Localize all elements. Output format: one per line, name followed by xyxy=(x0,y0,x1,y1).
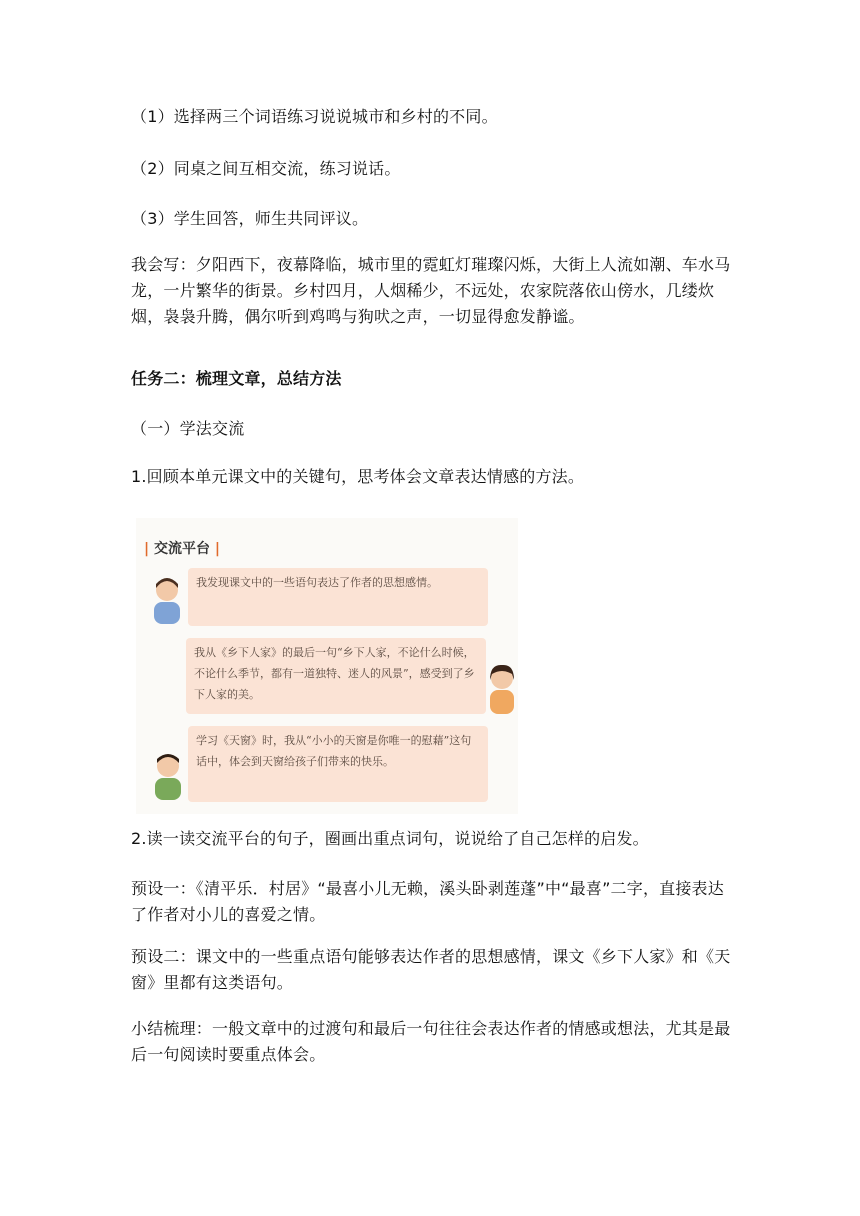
figure-title xyxy=(144,538,220,558)
girl-avatar-icon xyxy=(486,662,518,716)
preset-1: 预设一：《清平乐．村居》“最喜小儿无赖，溪头卧剥莲蓬”中“最喜”二字，直接表达了作者对小儿的喜爱之情。 xyxy=(131,879,724,924)
item-1: 1.回顾本单元课文中的关键句，思考体会文章表达情感的方法。 xyxy=(131,467,585,486)
step-2: （2）同桌之间互相交流，练习说话。 xyxy=(131,159,401,178)
step-3: （3）学生回答，师生共同评议。 xyxy=(131,209,369,228)
task-two-heading: 任务二：梳理文章，总结方法 xyxy=(131,369,342,388)
summary: 小结梳理：一般文章中的过渡句和最后一句往往会表达作者的情感或想法，尤其是最后一句阅读时要重点体会。 xyxy=(131,1019,731,1064)
title-bar-right: | xyxy=(214,541,220,557)
speech-bubble-3: 学习《天窗》时，我从“小小的天窗是你唯一的慰藉”这句话中，体会到天窗给孩子们带来的快乐。 xyxy=(188,726,488,802)
boy2-avatar-icon xyxy=(150,750,186,800)
subsection-heading: （一）学法交流 xyxy=(131,419,245,438)
writing-sample: 我会写：夕阳西下，夜幕降临，城市里的霓虹灯璀璨闪烁，大街上人流如潮、车水马龙，一片繁华的街景。乡村四月，人烟稀少，不远处，农家院落依山傍水，几缕炊烟，袅袅升腾，偶尔听到鸡鸣与狗吠之声，一切显得愈发静谧。 xyxy=(131,255,731,326)
figure-title-text: 交流平台 xyxy=(154,541,210,557)
preset-2: 预设二：课文中的一些重点语句能够表达作者的思想感情，课文《乡下人家》和《天窗》里都有这类语句。 xyxy=(131,947,731,992)
boy-avatar-icon xyxy=(148,574,186,624)
step-1: （1）选择两三个词语练习说说城市和乡村的不同。 xyxy=(131,107,498,126)
speech-bubble-1: 我发现课文中的一些语句表达了作者的思想感情。 xyxy=(188,568,488,626)
title-bar-left: | xyxy=(144,541,150,557)
item-2: 2.读一读交流平台的句子，圈画出重点词句，说说给了自己怎样的启发。 xyxy=(131,829,649,848)
speech-bubble-2: 我从《乡下人家》的最后一句“乡下人家，不论什么时候，不论什么季节，都有一道独特、迷人的风景”，感受到了乡下人家的美。 xyxy=(186,638,486,714)
exchange-platform-image xyxy=(136,518,518,814)
